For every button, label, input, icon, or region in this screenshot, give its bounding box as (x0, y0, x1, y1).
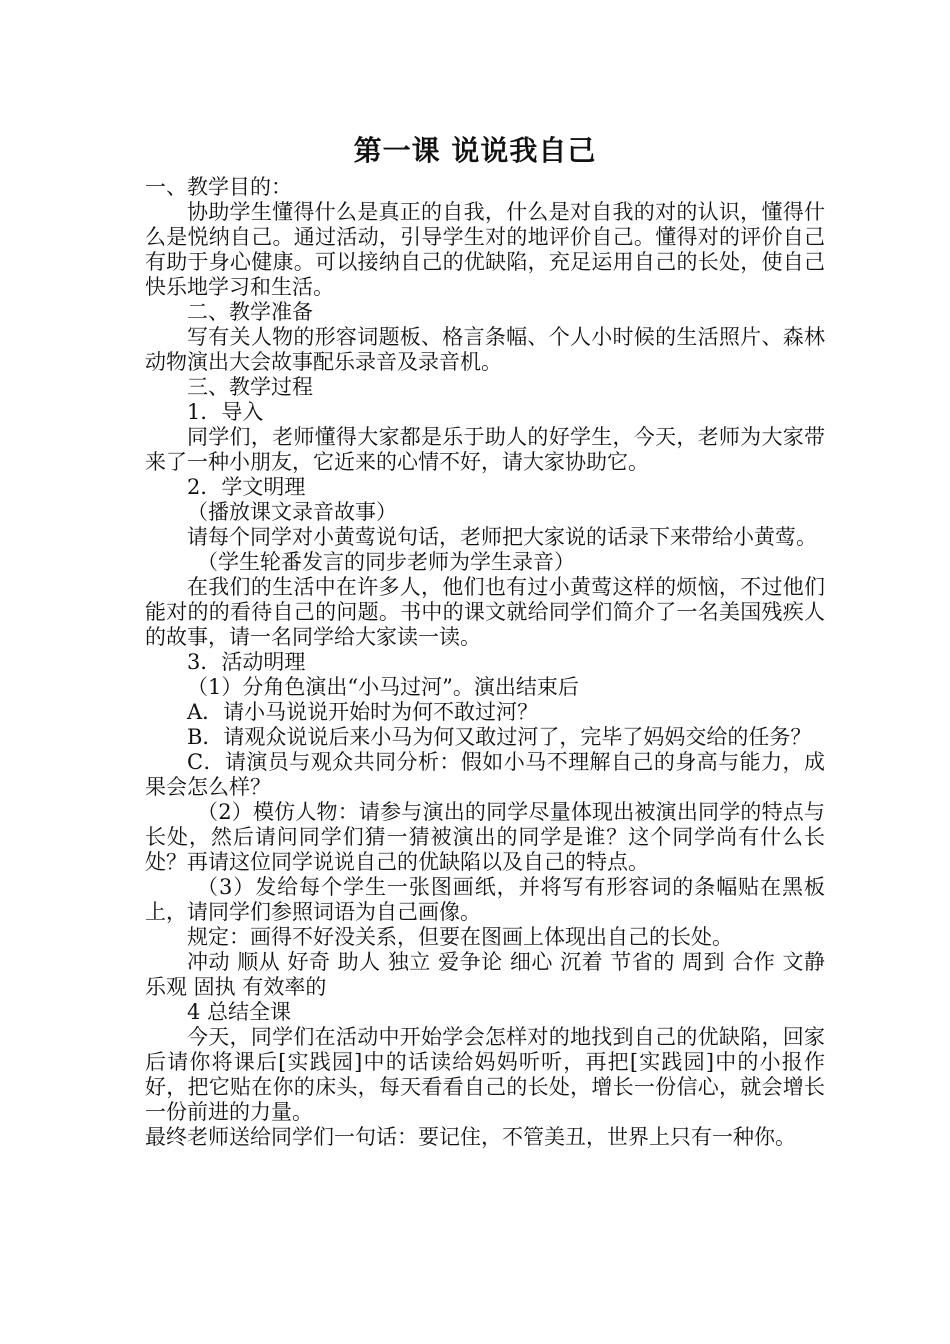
paragraph: 规定：画得不好没关系，但要在图画上体现出自己的长处。 (187, 925, 733, 949)
paragraph: 在我们的生活中在许多人，他们也有过小黄莺这样的烦恼，不过他们能对的的看待自己的问题。书中的课文就给同学们简介了一名美国残疾人的故事，请一名同学给大家读一读。 (145, 575, 825, 649)
paragraph: 一、教学目的： (145, 175, 292, 199)
paragraph: C．请演员与观众共同分析：假如小马不理解自己的身高与能力，成果会怎么样？ (145, 750, 825, 799)
paragraph: 同学们，老师懂得大家都是乐于助人的好学生，今天，老师为大家带来了一种小朋友，它近来的心情不好，请大家协助它。 (145, 425, 825, 474)
paragraph: 协助学生懂得什么是真正的自我，什么是对自我的对的认识，懂得什么是悦纳自己。通过活动，引导学生对的地评价自己。懂得对的评价自己有助于身心健康。可以接纳自己的优缺陷，充足运用自己的长处，使自己快乐地学习和生活。 (145, 200, 825, 299)
paragraph: A．请小马说说开始时为何不敢过河？ (187, 700, 539, 724)
paragraph: 2．学文明理 (187, 475, 306, 499)
paragraph: 冲动 顺从 好奇 助人 独立 爱争论 细心 沉着 节省的 周到 合作 文静 乐观 固执 有效率的 (145, 950, 825, 999)
paragraph: 今天，同学们在活动中开始学会怎样对的地找到自己的优缺陷，回家后请你将课后[实践园]中的话读给妈妈听听，再把[实践园]中的小报作好，把它贴在你的床头，每天看看自己的长处，增长一份信心，就会增长一份前进的力量。 (145, 1025, 825, 1124)
paragraph: 4 总结全课 (187, 1000, 292, 1024)
paragraph: （播放课文录音故事） (187, 500, 397, 524)
paragraph: （学生轮番发言的同步老师为学生录音） (197, 550, 575, 574)
paragraph: （1）分角色演出“小马过河”。演出结束后 (187, 675, 579, 699)
paragraph: 1．导入 (187, 400, 264, 424)
document-title: 第一课 说说我自己 (353, 134, 597, 167)
paragraph: （3）发给每个学生一张图画纸，并将写有形容词的条幅贴在黑板上，请同学们参照词语为自己画像。 (145, 875, 825, 924)
document-body (145, 175, 825, 1150)
paragraph: 二、教学准备 (187, 300, 313, 324)
paragraph: （2）模仿人物：请参与演出的同学尽量体现出被演出同学的特点与长处，然后请问同学们猜一猜被演出的同学是谁？这个同学尚有什么长处？再请这位同学说说自己的优缺陷以及自己的特点。 (145, 800, 825, 874)
paragraph: 写有关人物的形容词题板、格言条幅、个人小时候的生活照片、森林动物演出大会故事配乐录音及录音机。 (145, 325, 825, 374)
paragraph: B．请观众说说后来小马为何又敢过河了，完毕了妈妈交给的任务？ (187, 725, 812, 749)
paragraph: 请每个同学对小黄莺说句话，老师把大家说的话录下来带给小黄莺。 (187, 525, 817, 549)
paragraph: 三、教学过程 (187, 375, 313, 399)
paragraph: 3．活动明理 (187, 650, 306, 674)
paragraph: 最终老师送给同学们一句话：要记住，不管美丑，世界上只有一种你。 (145, 1125, 796, 1149)
